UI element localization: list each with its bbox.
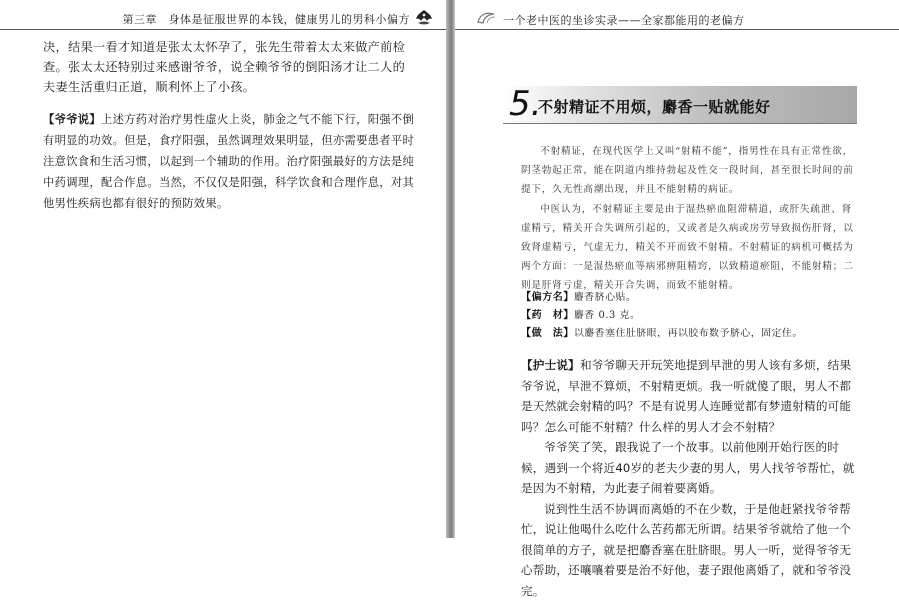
prescription-line — [521, 325, 861, 343]
section-title-bar — [503, 86, 857, 124]
prescription-key: 【偏方名】 — [521, 292, 574, 303]
intro-section — [521, 142, 861, 296]
right-header-title: 一个老中医的坐诊实录——全家都能用的老偏方 — [503, 12, 745, 28]
prescription-line — [521, 307, 861, 325]
header-ornament-icon — [475, 10, 497, 26]
nurse-label: 【护士说】 — [521, 358, 580, 372]
left-header-title: 第三章 身体是征服世界的本钱，健康男儿的男科小偏方 — [123, 11, 411, 27]
right-page — [455, 0, 899, 538]
nurse-text: 和爷爷聊天开玩笑地提到早泄的男人该有多烦，结果爷爷说，早泄不算烦，不射精更烦。我一听就傻了眼，男人不都是天然就会射精的吗？不是有说男人连睡觉都有梦遗射精的可能吗？怎么可能不射精？什么样的男人才会不射精？ — [521, 358, 851, 434]
commentary-paragraph — [43, 109, 415, 214]
story-paragraph: 爷爷笑了笑，跟我说了一个故事。以前他刚开始行医的时候，遇到一个将近40岁的老夫少妻的男人，男人找爷爷帮忙，就是因为不射精，为此妻子闹着要离婚。 — [521, 437, 861, 499]
prescription-block — [521, 289, 861, 343]
prescription-key: 【药 材】 — [521, 310, 574, 321]
story-section — [521, 355, 861, 601]
prescription-line — [521, 289, 861, 307]
section-number: 5. — [509, 84, 541, 124]
chapter-ornament-icon — [414, 9, 434, 27]
intro-paragraph: 不射精证，在现代医学上又叫“射精不能”，指男性在具有正常性欲，阴茎勃起正常，能在阴道内维持勃起及性交一段时间，甚至很长时间的前提下，久无性高潮出现，并且不能射精的病证。 — [521, 142, 861, 200]
commentary-label: 【爷爷说】 — [43, 112, 101, 126]
book-spine — [446, 0, 455, 538]
continuation-paragraph: 决，结果一看才知道是张太太怀孕了，张先生带着太太来做产前检查。张太太还特别过来感谢爷爷，说全赖爷爷的倒阳汤才让二人的夫妻生活重归正道，顺利怀上了小孩。 — [43, 37, 415, 97]
prescription-key: 【做 法】 — [521, 328, 574, 339]
left-page — [0, 0, 446, 538]
intro-paragraph: 中医认为，不射精证主要是由于湿热瘀血阻滞精道，或肝失疏泄、肾虚精亏，精关开合失调所引起的，又或者是久病或房劳导致损伤肝肾，以致肾虚精亏，气虚无力，精关不开而致不射精。不射精证的病机可概括为两个方面：一是湿热瘀血等病邪痹阻精窍，以致精道瘀阻，不能射精；二则是肝肾亏虚，精关开合失调，而致不能射精。 — [521, 200, 861, 296]
section-title: 不射精证不用烦，麝香一贴就能好 — [538, 96, 771, 117]
left-page-header — [0, 8, 446, 30]
prescription-value: 麝香 0.3 克。 — [574, 310, 640, 321]
prescription-value: 以麝香塞住肚脐眼，再以胶布数予脐心，固定住。 — [574, 328, 803, 339]
prescription-value: 麝香脐心贴。 — [574, 292, 636, 303]
right-page-header — [455, 8, 899, 30]
commentary-text: 上述方药对治疗男性虚火上炎，肺金之气不能下行，阳强不倒有明显的功效。但是，食疗阳强，虽然调理效果明显，但亦需要患者平时注意饮食和生活习惯，以起到一个辅助的作用。治疗阳强最好的方法是纯中药调理，配合作息。当然，不仅仅是阳强，科学饮食和合理作息，对其他男性疾病也都有很好的预防效果。 — [43, 113, 414, 210]
nurse-paragraph — [521, 355, 861, 437]
left-page-body — [43, 37, 415, 214]
story-paragraph: 说到性生活不协调而离婚的不在少数，于是他赶紧找爷爷帮忙，说让他喝什么吃什么苦药都无所谓。结果爷爷就给了他一个很简单的方子，就是把麝香塞在肚脐眼。男人一听，觉得爷爷无心帮助，还嚷嚷着要是治不好他，妻子跟他离婚了，就和爷爷没完。 — [521, 499, 861, 601]
